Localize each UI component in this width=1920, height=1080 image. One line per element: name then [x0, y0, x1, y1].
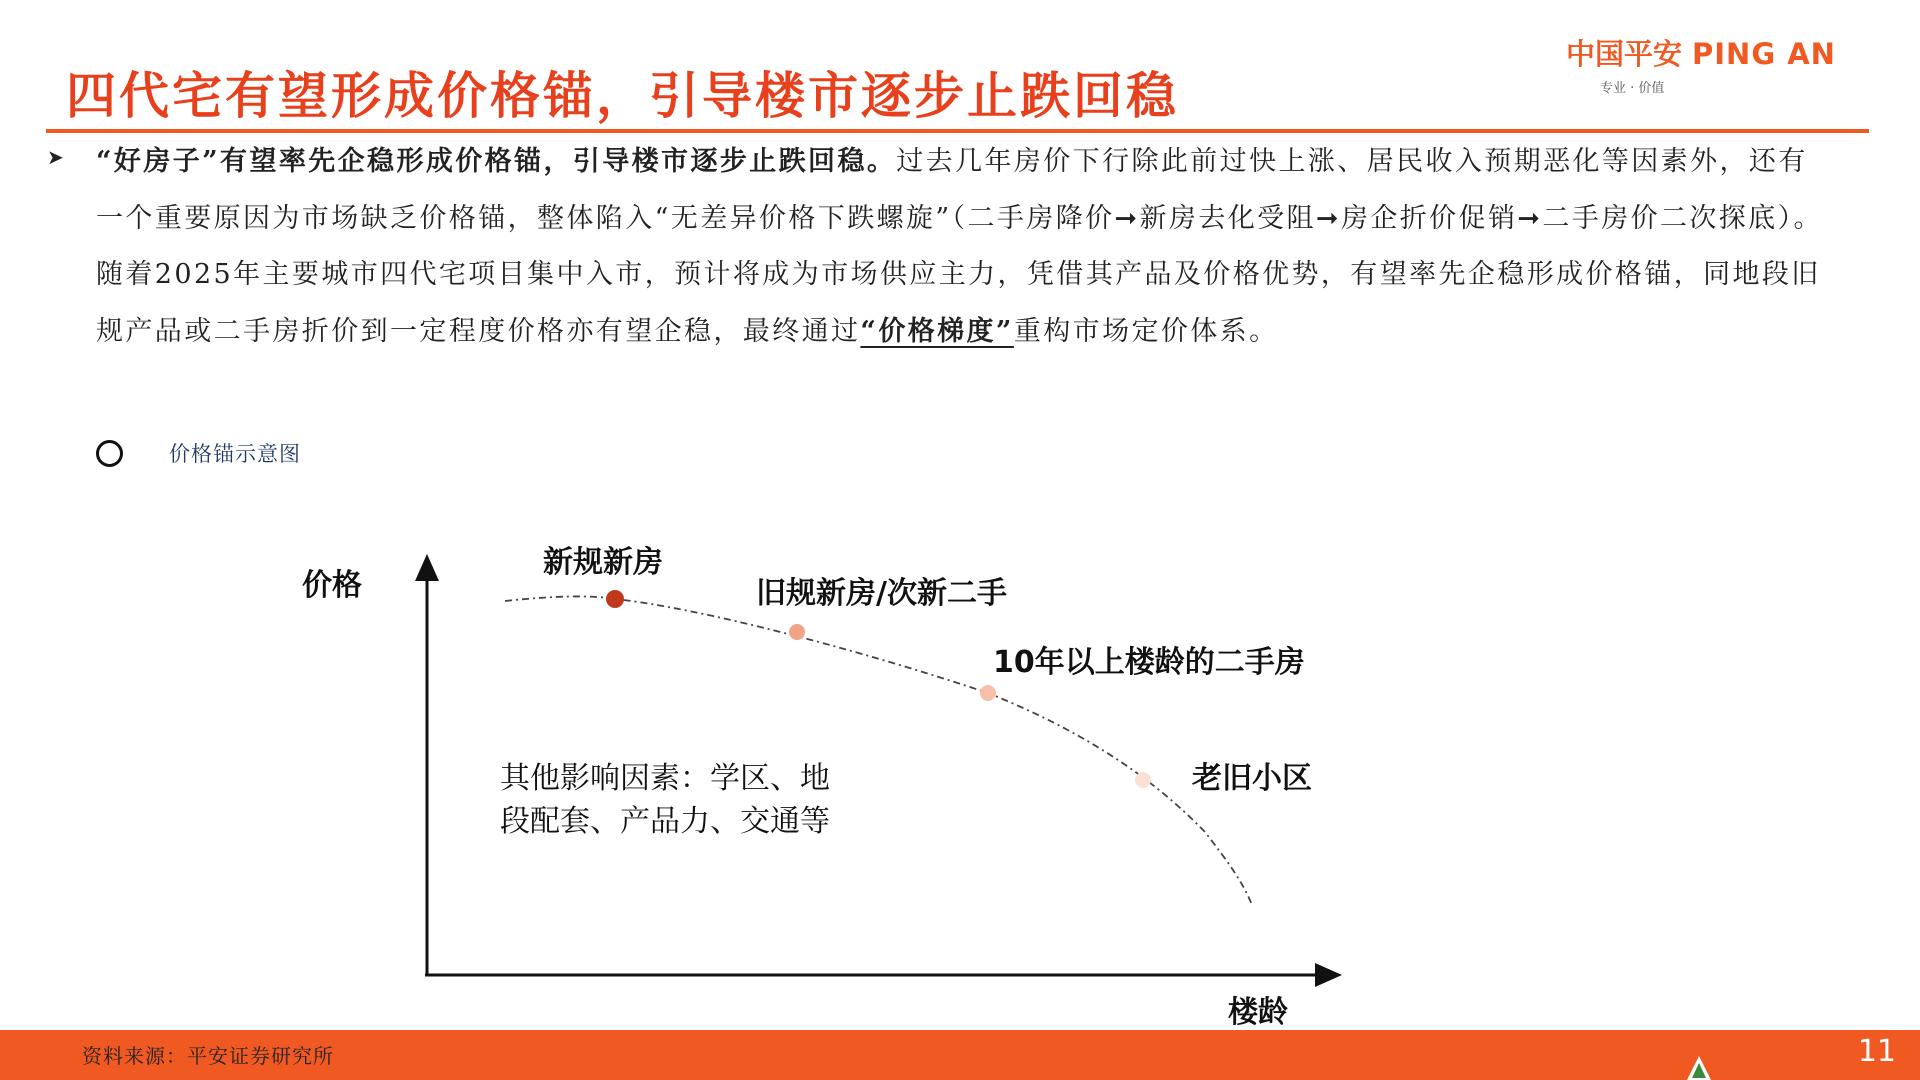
other-factors-line-2: 段配套、产品力、交通等	[500, 804, 830, 839]
logo-cn-text: 中国平安	[1566, 37, 1683, 71]
label-new-rule-new-home: 新规新房	[543, 545, 663, 580]
logo-slogan: 专业 · 价值	[1600, 81, 1665, 96]
x-axis-label: 楼龄	[1228, 995, 1288, 1030]
point-old-rule-new-home	[789, 624, 805, 640]
label-old-community: 老旧小区	[1192, 761, 1312, 796]
arrowhead-bullet-icon: ➤	[47, 145, 64, 169]
page-title: 四代宅有望形成价格锚，引导楼市逐步止跌回稳	[66, 67, 1179, 125]
point-aged-secondhand	[980, 685, 996, 701]
paragraph-emphasis: “价格梯度”	[860, 315, 1014, 347]
label-old-rule-new-home: 旧规新房/次新二手	[756, 576, 1007, 611]
paragraph-tail: 重构市场定价体系。	[1013, 315, 1279, 347]
figure-title: 价格锚示意图	[169, 442, 301, 466]
point-old-community	[1135, 772, 1151, 788]
y-axis-label: 价格	[302, 568, 362, 603]
paragraph-body: 过去几年房价下行除此前过快上涨、居民收入预期恶化等因素外，还有一个重要原因为市场缺乏价格锚，整体陷入“无差异价格下跌螺旋”（二手房降价➞新房去化受阻➞房企折价促销➞二手房价二次探底）。随着2025年主要城市四代宅项目集中入市，预计将成为市场供应主力，凭借其产品及价格优势，有望率先企稳形成价格锚，同地段旧规产品或二手房折价到一定程度价格亦有望企稳，最终通过	[96, 146, 1823, 347]
logo-en-text: PING AN	[1692, 37, 1836, 71]
label-aged-secondhand: 10年以上楼龄的二手房	[993, 645, 1305, 680]
source-note: 资料来源：平安证券研究所	[82, 1044, 334, 1068]
point-new-rule-new-home	[606, 590, 624, 608]
price-curve	[505, 596, 1252, 905]
paragraph-lead: “好房子”有望率先企稳形成价格锚，引导楼市逐步止跌回稳。	[96, 146, 897, 177]
footer-mark-icon	[1685, 1054, 1713, 1080]
page-number: 11	[1857, 1034, 1896, 1069]
other-factors-line-1: 其他影响因素：学区、地	[500, 761, 830, 796]
